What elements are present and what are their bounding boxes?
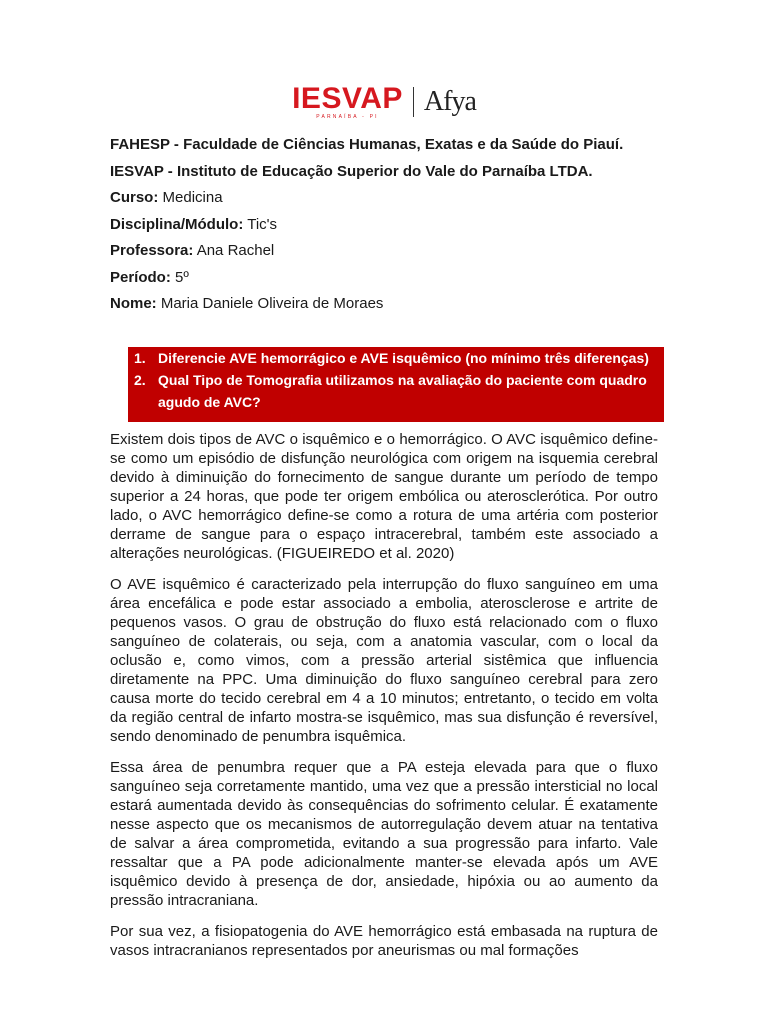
iesvap-logo [292,84,403,120]
discipline-line [110,216,670,234]
afya-logo: Afya [423,86,476,117]
student-name-line [110,295,670,313]
name-value: Maria Daniele Oliveira de Moraes [156,295,384,312]
document-body [110,430,658,972]
course-line [110,189,670,207]
teacher-line [110,242,670,260]
logo-subtitle: PARNAÍBA - PI [316,114,379,120]
institution-line-2: IESVAP - Instituto de Educação Superior do Vale do Parnaíba LTDA. [110,162,593,180]
body-paragraph: Por sua vez, a fisiopatogenia do AVE hemorrágico está embasada na ruptura de vasos intracranianos representados por aneurismas ou mal formações [110,923,658,959]
teacher-value: Ana Rachel [193,242,275,259]
discipline-value: Tic's [243,215,278,233]
period-value: 5º [170,268,189,286]
question-number: 2. [134,372,146,388]
logo-text: IESVAP [292,82,403,115]
document-header [110,136,670,322]
institution-line-1: FAHESP - Faculdade de Ciências Humanas, Exatas e da Saúde do Piauí. [110,136,624,153]
question-item [128,369,664,413]
period-label: Período: [110,268,171,286]
question-text: Diferencie AVE hemorrágico e AVE isquêmico (no mínimo três diferenças) [158,350,649,366]
logo-divider [413,87,414,117]
logo [0,84,768,120]
name-label: Nome: [110,295,157,312]
course-label: Curso: [110,189,159,206]
question-text: Qual Tipo de Tomografia utilizamos na avaliação do paciente com quadro agudo de AVC? [158,372,647,410]
body-paragraph: O AVE isquêmico é caracterizado pela interrupção do fluxo sanguíneo em uma área encefálica e pode estar associado a embolia, aterosclerose e artrite de pequenos vasos. O grau de obstrução do fluxo está relacionado com o fluxo sanguíneo de colaterais, ou seja, com a anatomia vascular, com o local da oclusão e, como vimos, com a pressão arterial sistêmica que influencia diretamente na PPC. Uma diminuição do fluxo sanguíneo cerebral para zero causa morte do tecido cerebral em 4 a 10 minutos; entretanto, o tecido em volta da região central de infarto mostra-se isquêmico, mas sua disfunção é reversível, sendo denominado de penumbra isquêmica. [110,576,658,745]
body-paragraph: Essa área de penumbra requer que a PA esteja elevada para que o fluxo sanguíneo seja corretamente mantido, uma vez que a pressão intersticial no local estará aumentada devido às consequências do sofrimento celular. É exatamente nesse aspecto que os mecanismos de autorregulação devem atuar na tentativa de salvar a área comprometida, evitando a sua progressão para infarto. Vale ressaltar que a PA pode adicionalmente manter-se elevada após um AVE isquêmico devido à presença de dor, ansiedade, hipóxia ou ao aumento da pressão intracraniana. [110,759,658,909]
discipline-label: Disciplina/Módulo: [110,215,244,233]
question-number: 1. [134,350,146,366]
period-line [110,269,670,287]
course-value: Medicina [158,189,223,206]
questions-box [128,347,664,422]
body-paragraph: Existem dois tipos de AVC o isquêmico e o hemorrágico. O AVC isquêmico define-se como um episódio de disfunção neurológica com origem na isquemia cerebral devido à diminuição do fornecimento de sangue durante um período de tempo superior a 24 horas, que pode ter origem embólica ou aterosclerótica. Por outro lado, o AVC hemorrágico define-se como a rotura de uma artéria com posterior derrame de sangue para o espaço intracerebral, também este associado a alterações neurológicas. (FIGUEIREDO et al. 2020) [110,431,658,562]
teacher-label: Professora: [110,242,194,259]
question-item [128,347,664,369]
